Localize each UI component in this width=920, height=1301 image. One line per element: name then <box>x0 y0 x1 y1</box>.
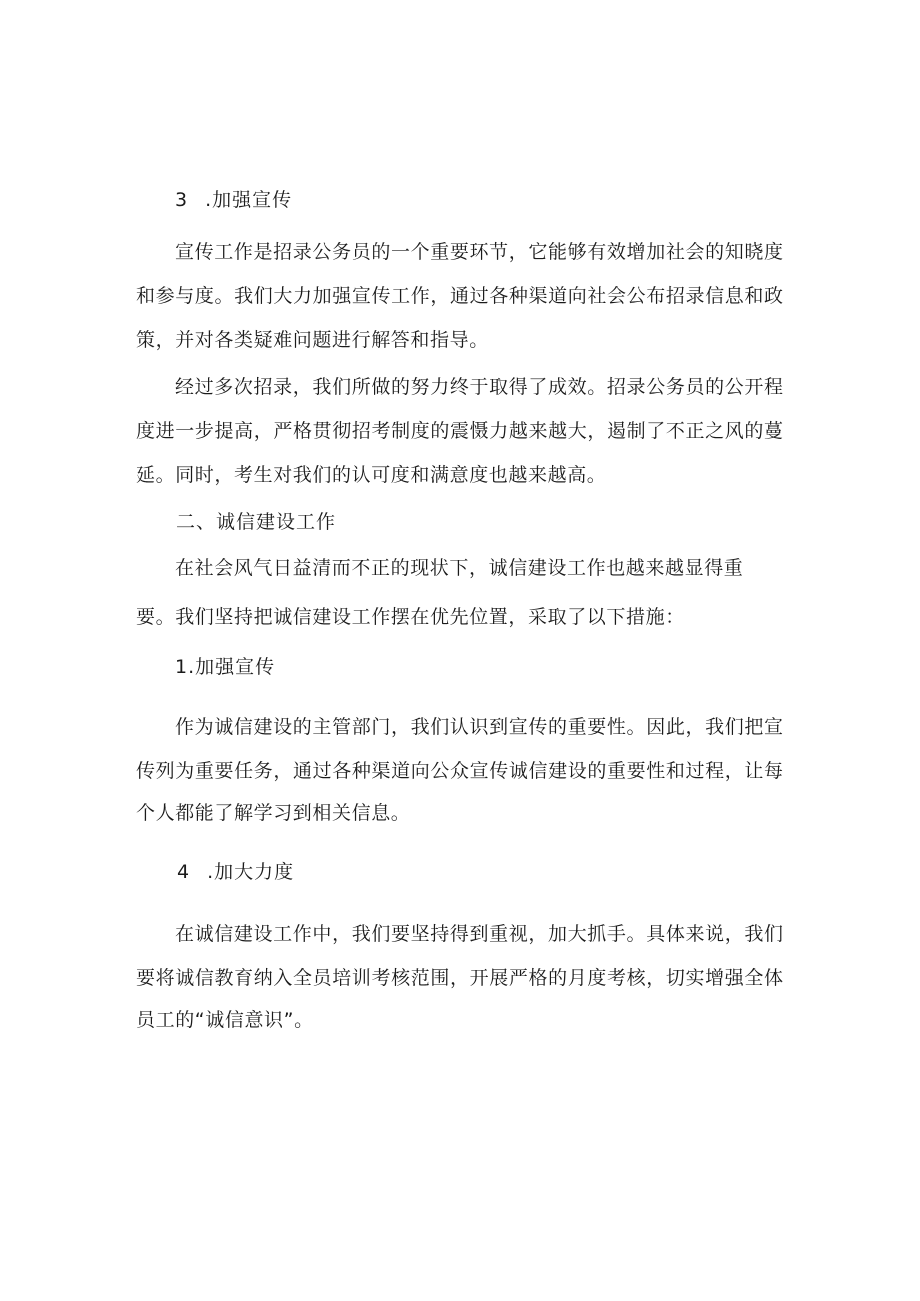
item-4-heading: 4 .加大力度 <box>177 861 295 883</box>
item-1-heading: 1.加强宣传 <box>175 656 276 678</box>
section-2-intro-line: 要。我们坚持把诚信建设工作摆在优先位置，采取了以下措施： <box>136 606 685 628</box>
item-3-paragraph-1-line: 和参与度。我们大力加强宣传工作，通过各种渠道向社会公布招录信息和政 <box>136 285 783 307</box>
item-4-paragraph-line: 在诚信建设工作中，我们要坚持得到重视，加大抓手。具体来说，我们 <box>175 923 783 945</box>
section-2-intro-line: 在社会风气日益清而不正的现状下，诚信建设工作也越来越显得重 <box>175 557 744 579</box>
item-3-paragraph-2-line: 度进一步提高，严格贯彻招考制度的震慑力越来越大，遏制了不正之风的蔓 <box>136 420 783 442</box>
section-2-heading: 二、诚信建设工作 <box>176 511 337 533</box>
item-1-paragraph-line: 个人都能了解学习到相关信息。 <box>136 802 411 824</box>
item-4-paragraph-line: 员工的“诚信意识”。 <box>136 1009 314 1031</box>
item-3-paragraph-1-line: 宣传工作是招录公务员的一个重要环节，它能够有效增加社会的知晓度 <box>175 241 783 263</box>
item-1-paragraph-line: 作为诚信建设的主管部门，我们认识到宣传的重要性。因此，我们把宣 <box>175 716 783 738</box>
item-3-paragraph-2-line: 经过多次招录，我们所做的努力终于取得了成效。招录公务员的公开程 <box>175 376 783 398</box>
item-3-heading: 3 .加强宣传 <box>175 189 293 211</box>
item-4-paragraph-line: 要将诚信教育纳入全员培训考核范围，开展严格的月度考核，切实增强全体 <box>136 967 783 989</box>
item-3-paragraph-1-line: 策，并对各类疑难问题进行解答和指导。 <box>136 329 489 351</box>
item-3-paragraph-2-line: 延。同时，考生对我们的认可度和满意度也越来越高。 <box>136 464 607 486</box>
item-1-paragraph-line: 传列为重要任务，通过各种渠道向公众宣传诚信建设的重要性和过程，让每 <box>136 760 783 782</box>
